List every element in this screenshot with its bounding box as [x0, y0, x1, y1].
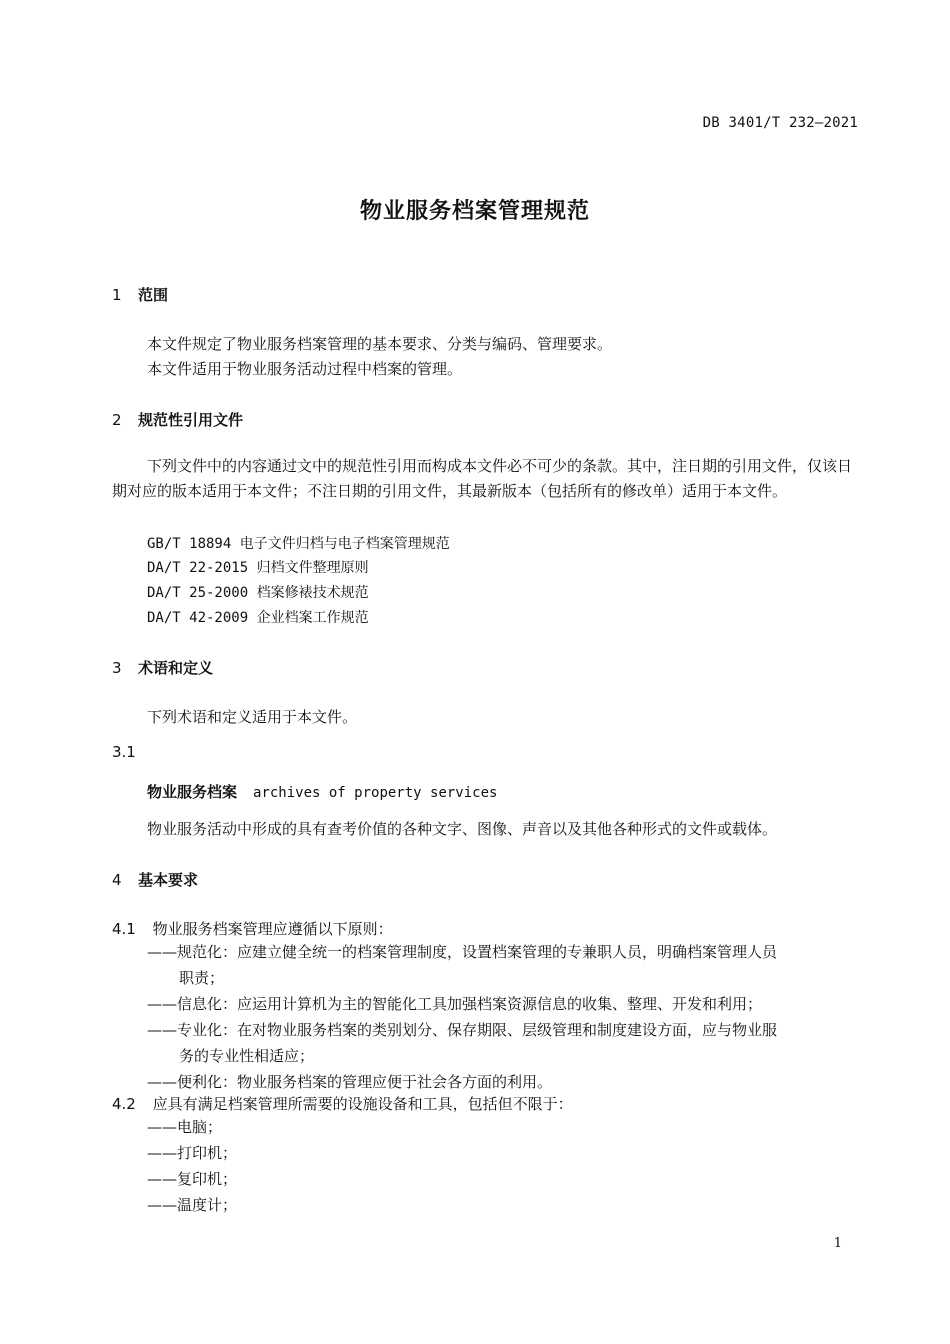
intro-text: 下列文件中的内容通过文中的规范性引用而构成本文件必不可少的条款。其中，注日期的引用文件，仅该日期对应的版本适用于本文件；不注日期的引用文件，其最新版本（包括所有的修改单）适用于本文件。	[112, 457, 853, 500]
section-title: 术语和定义	[138, 659, 214, 677]
section-number: 2	[112, 411, 122, 429]
section-1-heading	[112, 284, 168, 305]
section-number: 1	[112, 286, 122, 304]
list-item: ——复印机；	[147, 1170, 238, 1188]
clause-4-2	[112, 1093, 573, 1114]
list-item-continuation: 务的专业性相适应；	[179, 1047, 315, 1065]
list-item: ——打印机；	[147, 1144, 238, 1162]
reference-item: GB/T 18894 电子文件归档与电子档案管理规范	[147, 536, 450, 552]
document-code: DB 3401/T 232—2021	[702, 115, 858, 131]
document-title: 物业服务档案管理规范	[359, 199, 590, 224]
section-number: 3	[112, 659, 122, 677]
clause-number: 3.1	[112, 743, 136, 761]
term-definition: 物业服务活动中形成的具有查考价值的各种文字、图像、声音以及其他各种形式的文件或载体。	[147, 820, 778, 838]
list-item	[147, 939, 857, 991]
clause-number: 4.2	[112, 1095, 136, 1113]
section-4-heading	[112, 869, 198, 890]
section-title: 范围	[138, 286, 169, 304]
term-chinese: 物业服务档案	[147, 783, 238, 801]
term-entry	[147, 781, 497, 802]
list-item	[147, 1069, 857, 1095]
clause-number: 4.1	[112, 920, 136, 938]
paragraph: 本文件规定了物业服务档案管理的基本要求、分类与编码、管理要求。	[147, 335, 613, 353]
reference-item: DA/T 42-2009 企业档案工作规范	[147, 610, 369, 626]
section-number: 4	[112, 871, 122, 889]
principles-list	[147, 939, 857, 1095]
list-item	[147, 1017, 857, 1069]
equipment-list	[147, 1114, 857, 1218]
list-item-text: ——便利化：物业服务档案的管理应便于社会各方面的利用。	[147, 1073, 553, 1091]
section-title: 基本要求	[138, 871, 199, 889]
paragraph: 本文件适用于物业服务活动过程中档案的管理。	[147, 360, 463, 378]
list-item: ——电脑；	[147, 1118, 223, 1136]
list-item-text: ——专业化：在对物业服务档案的类别划分、保存期限、层级管理和制度建设方面，应与物业服	[147, 1021, 778, 1039]
page-number: 1	[833, 1236, 842, 1251]
paragraph-intro	[112, 454, 860, 504]
clause-4-1	[112, 918, 393, 939]
list-item: ——温度计；	[147, 1196, 238, 1214]
list-item-continuation: 职责；	[179, 969, 225, 987]
section-2-heading	[112, 409, 243, 430]
reference-item: DA/T 22-2015 归档文件整理原则	[147, 560, 369, 576]
list-item	[147, 991, 857, 1017]
list-item-text: ——规范化：应建立健全统一的档案管理制度，设置档案管理的专兼职人员，明确档案管理人员	[147, 943, 778, 961]
term-english: archives of property services	[253, 785, 498, 801]
section-title: 规范性引用文件	[138, 411, 244, 429]
clause-text: 物业服务档案管理应遵循以下原则：	[152, 920, 393, 938]
section-3-heading	[112, 657, 213, 678]
paragraph: 下列术语和定义适用于本文件。	[147, 708, 358, 726]
reference-item: DA/T 25-2000 档案修裱技术规范	[147, 585, 369, 601]
clause-text: 应具有满足档案管理所需要的设施设备和工具，包括但不限于：	[152, 1095, 573, 1113]
list-item-text: ——信息化：应运用计算机为主的智能化工具加强档案资源信息的收集、整理、开发和利用；	[147, 995, 763, 1013]
